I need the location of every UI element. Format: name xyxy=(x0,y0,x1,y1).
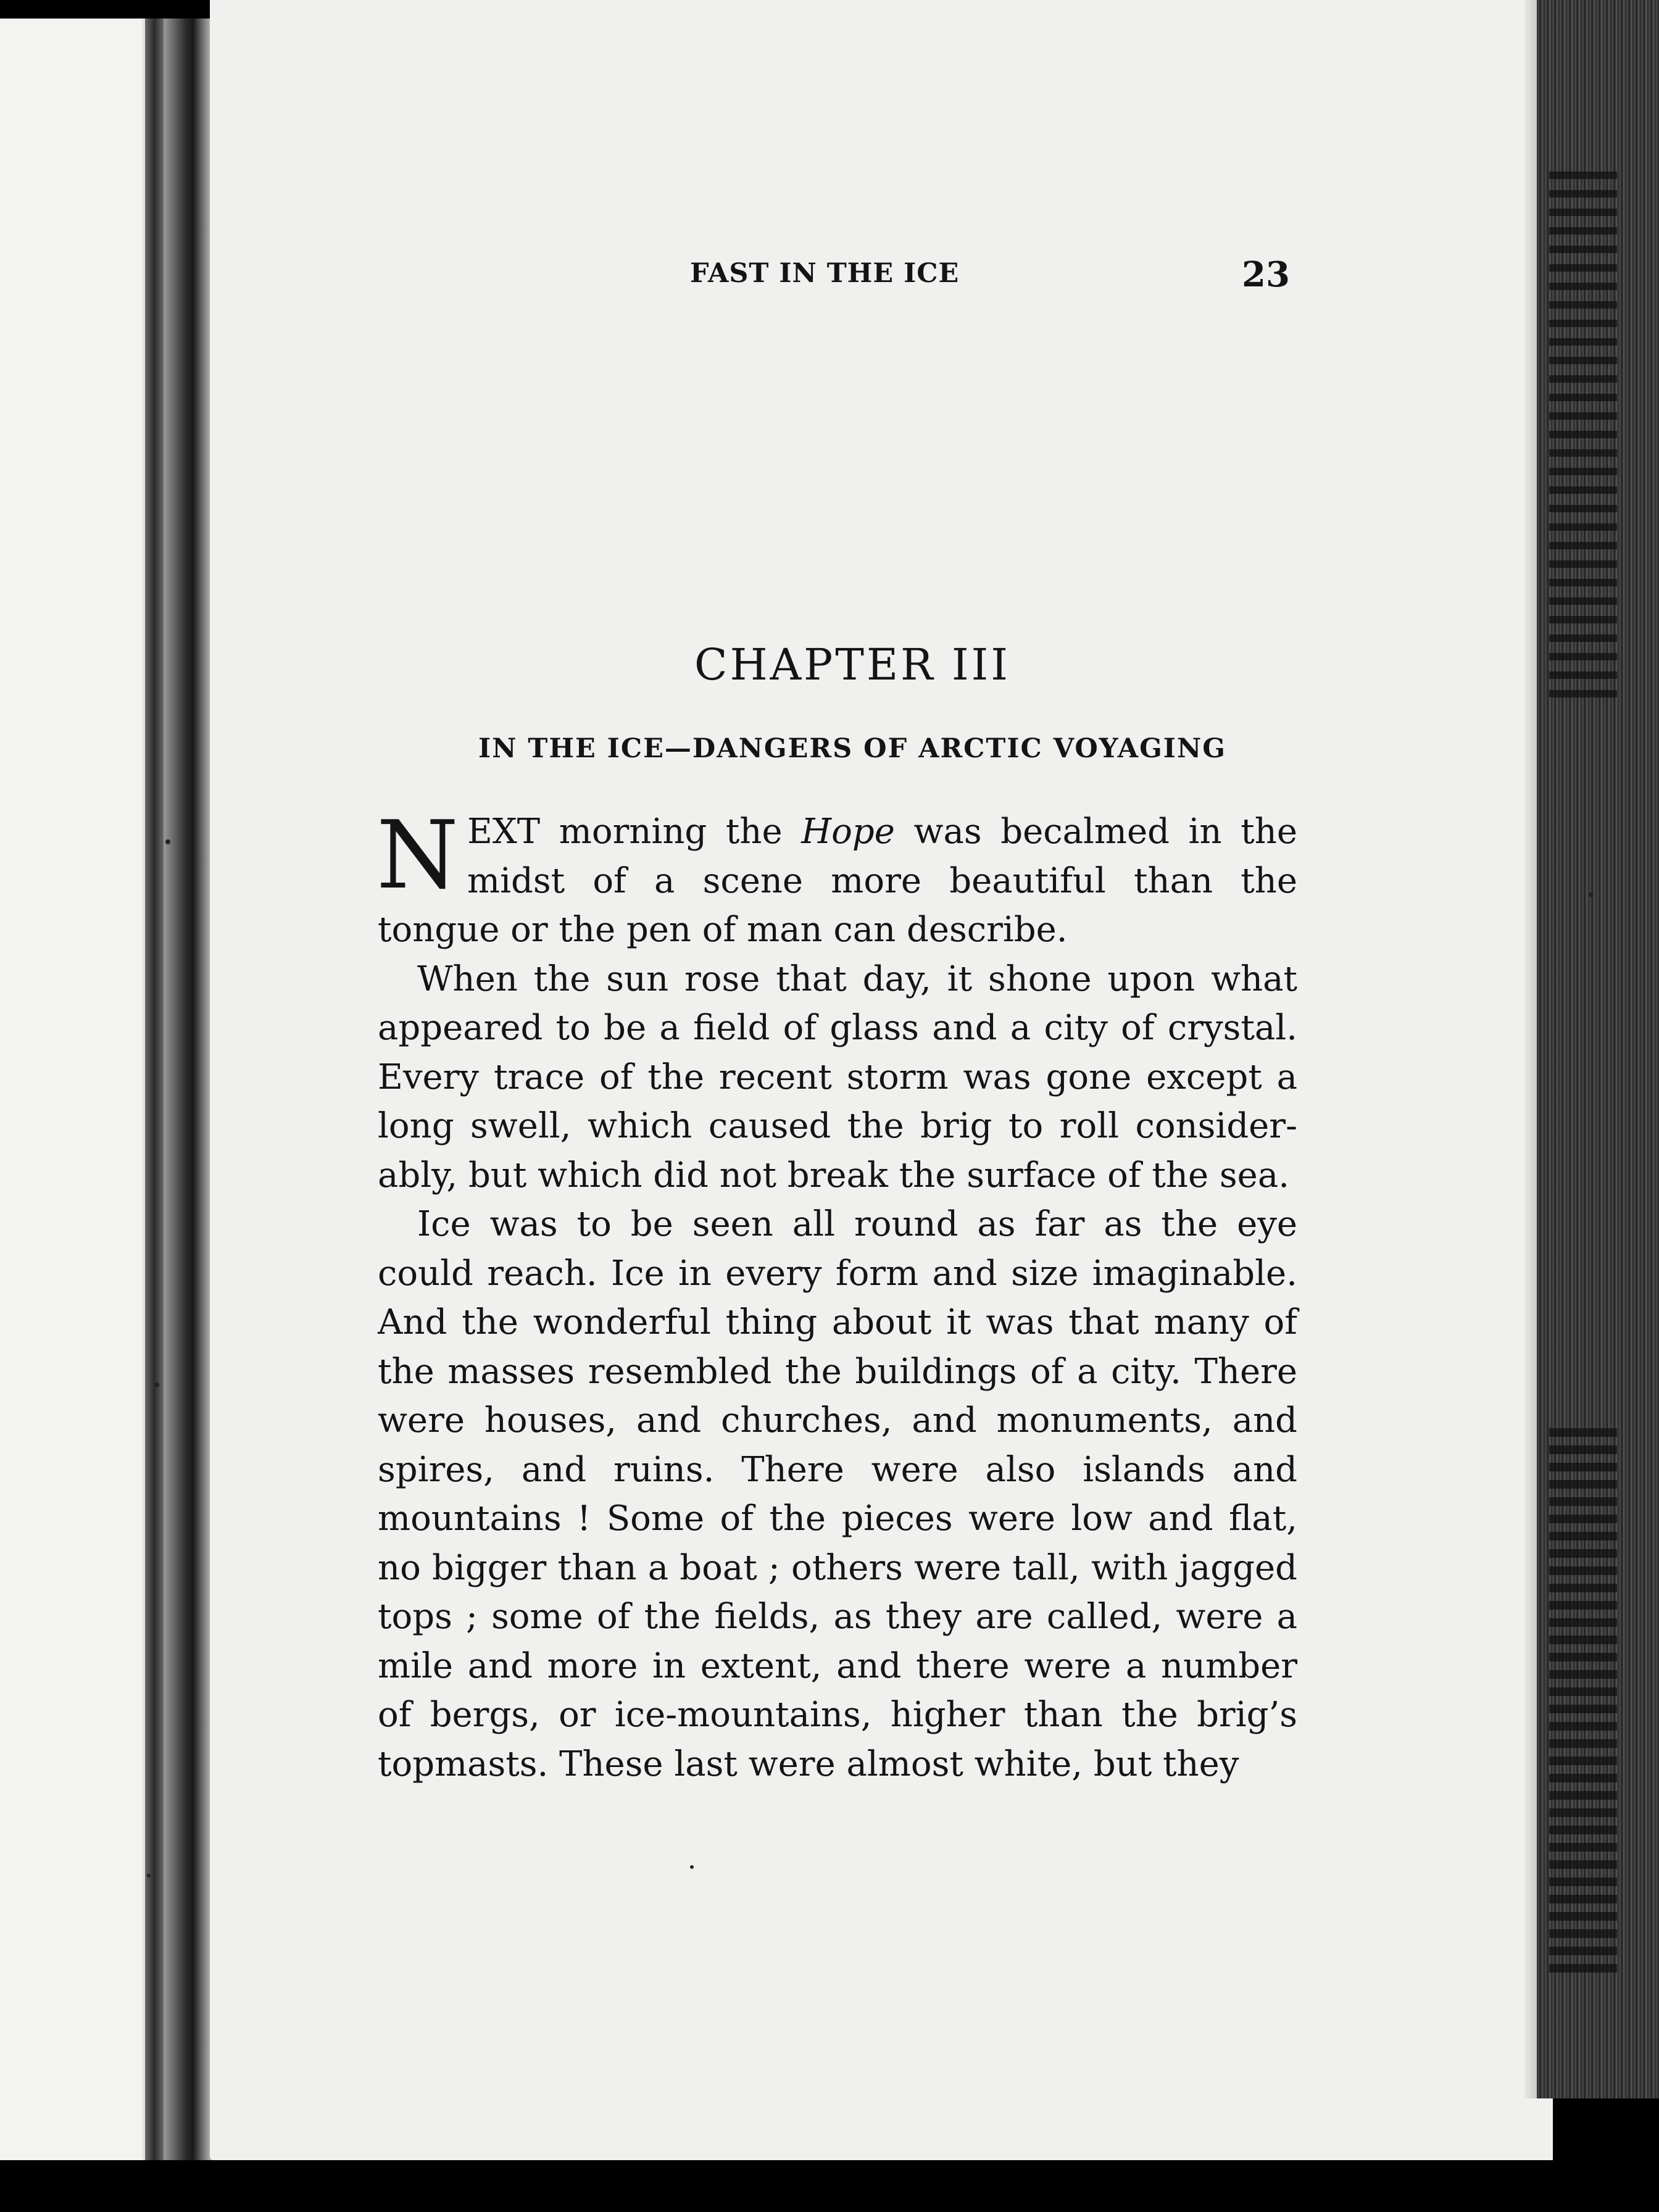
paragraph-1-rest: was becalmed in the midst of a scene more beautiful than the tongue or the pen of man can describe. xyxy=(378,812,1298,950)
scan-speck xyxy=(1589,892,1594,897)
fore-edge-marks-top xyxy=(1549,160,1617,704)
gutter-fold xyxy=(164,19,213,2160)
scan-speck xyxy=(154,1382,159,1387)
body-text xyxy=(376,800,1298,1789)
scan-speck xyxy=(165,839,170,844)
page-number: 23 xyxy=(1242,254,1290,295)
paragraph-1-start: EXT morning the xyxy=(467,812,802,852)
scan-speck xyxy=(147,1874,151,1877)
book-gutter xyxy=(145,19,164,2160)
chapter-subtitle: IN THE ICE—DANGERS OF ARCTIC VOYAGING xyxy=(478,733,1226,764)
paragraph-3: Ice was to be seen all round as far as the eye could reach. Ice in every form and size imaginable. And the wonderful thing about it was that many of the masses resembled the buildings of a city. There were houses, and churches, and monuments, and spires, and ruins. There were also islands and mountains ! Some of the pieces were low and flat, no bigger than a boat ; others were tall, with jagged tops ; some of the fields, as they are called, were a mile and more in extent, and there were a number of bergs, or ice-mountains, higher than the brig’s topmasts. These last were almost white, but they xyxy=(378,1204,1297,1784)
scan-speck xyxy=(690,1865,694,1869)
drop-cap: N xyxy=(376,800,459,910)
running-title: FAST IN THE ICE xyxy=(690,258,960,289)
fore-edge-marks-bottom xyxy=(1549,1420,1617,1975)
ship-name: Hope xyxy=(801,812,895,852)
paragraph-2: When the sun rose that day, it shone upon what appeared to be a field of glass and a city of crystal. Every trace of the recent storm was gone except a long swell, which caused the brig to roll considerably, but which did not break the surface of the sea. xyxy=(378,958,1297,1195)
paragraph-1 xyxy=(376,800,1298,955)
chapter-title: CHAPTER III xyxy=(694,639,1010,690)
